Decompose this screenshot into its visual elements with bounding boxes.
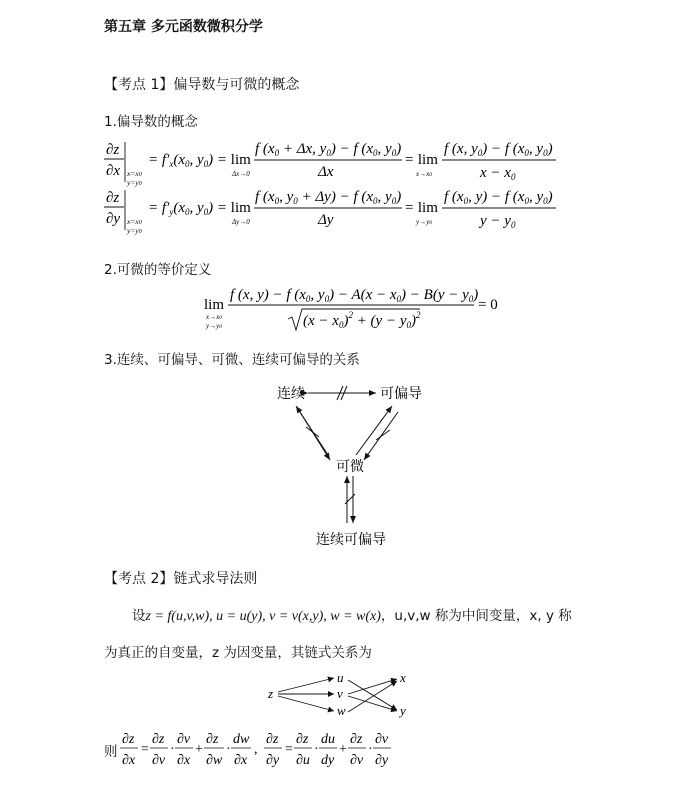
kaodian-1-heading: 【考点 1】偏导数与可微的概念	[104, 77, 300, 93]
svg-text:∂z: ∂z	[122, 732, 135, 747]
svg-text:f (x0, y0 + Δy) − f (x0, y0): f ($x_0$, $y_0 + \Delta y) - f$ ($x_0$, $y_0$)	[255, 189, 402, 206]
svg-text:= lim: = lim	[404, 200, 438, 216]
edge-diff-to-partial	[356, 406, 392, 455]
svg-text:x − x0: $x - x_0$	[480, 165, 516, 182]
intro-mid: ，u,v,w 称为中间变量，x, y 称	[380, 608, 572, 624]
chain-relation-diagram	[262, 668, 422, 724]
svg-text:∂v: ∂v	[350, 753, 364, 768]
partial-derivative-formulas	[104, 138, 574, 248]
svg-text:dy: dy	[321, 753, 335, 768]
svg-text:·: ·	[170, 742, 175, 757]
chain-node-v: v	[337, 686, 343, 701]
edge-continuous-to-diff	[300, 412, 330, 460]
chain-rule-result-formula	[120, 728, 400, 774]
node-partial: 可偏导	[380, 386, 422, 402]
svg-text:y=y0: y=y0	[127, 178, 142, 187]
chain-node-w: w	[337, 703, 346, 718]
svg-text:f (x0 + Δx, y0) − f (x0, y0): f ($x_0 + \Delta x$, $y_0) - f$ ($x_0$, $y_0$)	[255, 141, 402, 158]
svg-text:∂z: ∂z	[296, 732, 309, 747]
svg-text:∂x: ∂x	[177, 753, 191, 768]
svg-text:f (x, y) − f (x0, y0) − A(x −: f (x, y) − f ($x_0$, $y_0) - A(x - x_0) - B(y - y_0)$	[230, 287, 479, 304]
node-differentiable: 可微	[336, 459, 364, 475]
chain-result-prefix: 则	[104, 744, 118, 760]
chain-node-u: u	[337, 670, 344, 685]
svg-text:lim: lim	[204, 297, 225, 313]
section-3-heading: 3.连续、可偏导、可微、连续可偏导的关系	[104, 352, 360, 368]
svg-text:= lim: = lim	[404, 152, 438, 168]
section-2-heading: 2.可微的等价定义	[104, 262, 212, 278]
svg-text:y − y0: $y - y_0$	[480, 213, 516, 230]
svg-text:= f′x(x0, y0) = lim: = $f'_x(x_0$, $y_0) = \lim$	[148, 152, 251, 169]
relation-diagram	[270, 380, 440, 552]
svg-text:Δx: Δx	[318, 164, 334, 180]
svg-text:∂z: ∂z	[106, 142, 120, 158]
chain-intro-line1	[132, 604, 572, 625]
intro-equation: z = f(u,v,w), u = u(y), v = v(x,y), w = w(x)	[145, 609, 381, 624]
svg-text:∂v: ∂v	[177, 732, 191, 747]
svg-text:∂x: ∂x	[106, 163, 121, 179]
chapter-title: 第五章 多元函数微积分学	[104, 19, 263, 35]
svg-text:∂y: ∂y	[266, 753, 280, 768]
svg-text:∂y: ∂y	[106, 211, 121, 227]
kaodian-2-heading: 【考点 2】链式求导法则	[104, 571, 258, 587]
svg-text:y=y0: y=y0	[127, 226, 142, 235]
node-continuous: 连续	[277, 386, 305, 402]
chain-node-x: x	[400, 670, 406, 685]
svg-text:·: ·	[368, 742, 373, 757]
svg-text:∂z: ∂z	[106, 190, 120, 206]
svg-text:=: =	[285, 742, 293, 757]
svg-text:+: +	[339, 742, 347, 757]
svg-text:f (x, y0) − f (x0, y0): f (x, $y_0) - f$ ($x_0$, $y_0$)	[444, 141, 553, 158]
svg-text:∂z: ∂z	[266, 732, 279, 747]
svg-text:(x − x0)2 + (y − y0)2: $(x - x_0)^2 + (y - y_0)^2$	[303, 310, 421, 330]
intro-prefix: 设	[132, 608, 146, 624]
svg-text:x→x0: x→x0	[416, 170, 432, 178]
svg-text:Δx→0: Δx→0	[232, 170, 250, 178]
svg-text:∂v: ∂v	[152, 753, 166, 768]
svg-text:∂u: ∂u	[296, 753, 310, 768]
svg-text:= f′y(x0, y0) = lim: = $f'_y(x_0$, $y_0) = \lim$	[148, 200, 251, 217]
svg-text:·: ·	[226, 742, 231, 757]
svg-text:∂x: ∂x	[234, 753, 248, 768]
svg-text:= 0: = 0	[478, 297, 498, 313]
svg-text:∂x: ∂x	[122, 753, 136, 768]
differentiable-definition-formula	[200, 282, 510, 338]
svg-text:∂y: ∂y	[375, 753, 389, 768]
svg-text:du: du	[321, 732, 335, 747]
svg-text:x=x0: x=x0	[127, 169, 142, 178]
svg-text:y→y0: y→y0	[416, 218, 432, 226]
svg-text:∂z: ∂z	[206, 732, 219, 747]
chain-node-z: z	[268, 686, 274, 701]
svg-text:∂z: ∂z	[350, 732, 363, 747]
svg-text:Δy: Δy	[318, 212, 334, 228]
svg-text:f (x0, y) − f (x0, y0): f ($x_0$, y) − f ($x_0$, $y_0$)	[444, 189, 553, 206]
svg-text:y→y0: y→y0	[206, 322, 222, 330]
svg-text:+: +	[195, 742, 203, 757]
chain-intro-line2: 为真正的自变量，z 为因变量，其链式关系为	[104, 645, 372, 661]
svg-text:x→x0: x→x0	[206, 313, 222, 321]
node-cont-partial: 连续可偏导	[316, 532, 386, 548]
svg-text:∂v: ∂v	[375, 732, 389, 747]
section-1-heading: 1.偏导数的概念	[104, 114, 198, 130]
svg-text:x=x0: x=x0	[127, 217, 142, 226]
svg-text:·: ·	[314, 742, 319, 757]
svg-text:dw: dw	[233, 732, 250, 747]
svg-text:∂z: ∂z	[152, 732, 165, 747]
svg-text:,: ,	[254, 742, 258, 757]
svg-text:Δy→0: Δy→0	[232, 218, 250, 226]
svg-text:=: =	[141, 742, 149, 757]
chain-node-y: y	[400, 703, 406, 718]
svg-text:∂w: ∂w	[206, 753, 223, 768]
